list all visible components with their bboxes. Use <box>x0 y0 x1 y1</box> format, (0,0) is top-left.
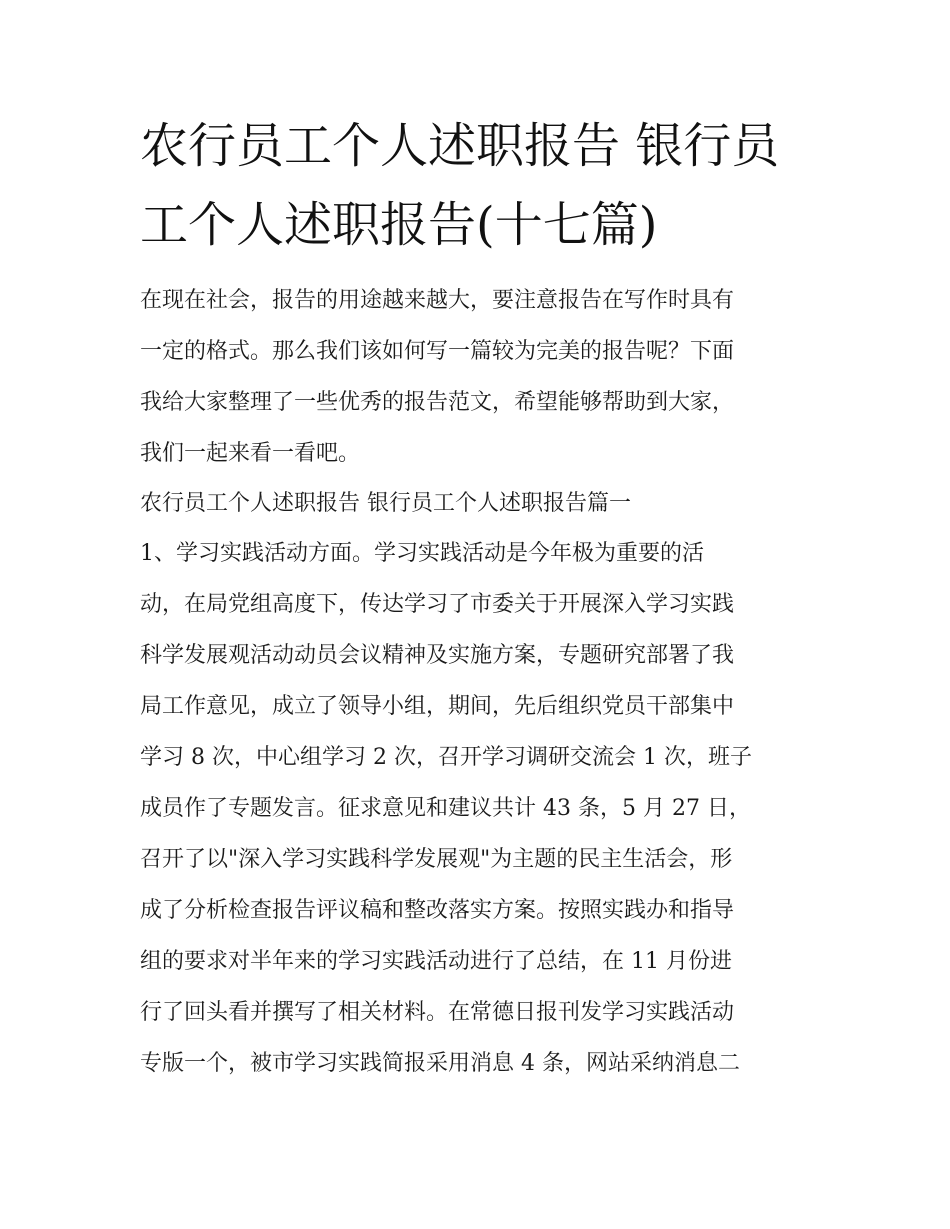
paragraph-line-9: 组的要求对半年来的学习实践活动进行了总结，在 11 月份进 <box>140 949 732 974</box>
paragraph-line-1: 1、学习实践活动方面。学习实践活动是今年极为重要的活 <box>140 541 704 566</box>
section-heading: 农行员工个人述职报告 银行员工个人述职报告篇一 <box>140 491 631 516</box>
document-title-line-1: 农行员工个人述职报告 银行员 <box>140 118 780 174</box>
intro-line-1: 在现在社会，报告的用途越来越大，要注意报告在写作时具有 <box>140 288 735 313</box>
paragraph-line-10: 行了回头看并撰写了相关材料。在常德日报刊发学习实践活动 <box>140 1000 735 1025</box>
intro-line-4: 我们一起来看一看吧。 <box>140 441 361 466</box>
document-title-line-2: 工个人述职报告(十七篇) <box>140 197 658 253</box>
intro-line-3: 我给大家整理了一些优秀的报告范文，希望能够帮助到大家， <box>140 390 735 415</box>
paragraph-line-8: 成了分析检查报告评议稿和整改落实方案。按照实践办和指导 <box>140 898 735 923</box>
paragraph-line-7: 召开了以"深入学习实践科学发展观"为主题的民主生活会，形 <box>140 847 733 872</box>
paragraph-line-11: 专版一个，被市学习实践简报采用消息 4 条，网站采纳消息二 <box>140 1051 740 1076</box>
intro-line-2: 一定的格式。那么我们该如何写一篇较为完美的报告呢？下面 <box>140 339 735 364</box>
paragraph-line-4: 局工作意见，成立了领导小组，期间，先后组织党员干部集中 <box>140 694 735 719</box>
paragraph-line-3: 科学发展观活动动员会议精神及实施方案，专题研究部署了我 <box>140 643 735 668</box>
paragraph-line-5: 学习 8 次，中心组学习 2 次，召开学习调研交流会 1 次，班子 <box>140 745 752 770</box>
paragraph-line-6: 成员作了专题发言。征求意见和建议共计 43 条，5 月 27 日， <box>140 796 751 821</box>
paragraph-line-2: 动，在局党组高度下，传达学习了市委关于开展深入学习实践 <box>140 592 735 617</box>
